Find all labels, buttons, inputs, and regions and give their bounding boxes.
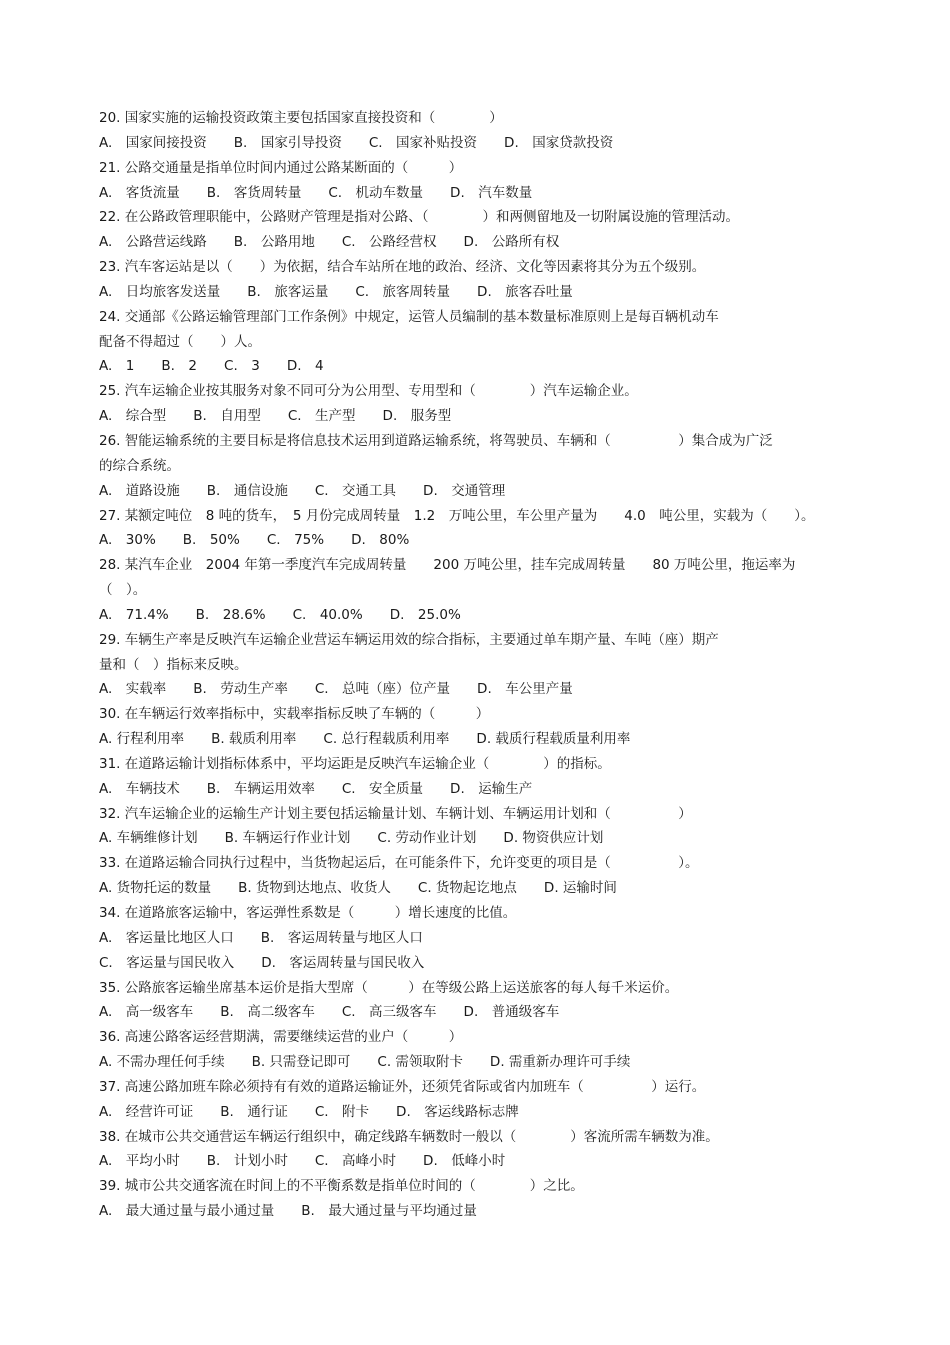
question-text: （ ）。	[99, 582, 147, 599]
answer-options: A. 最大通过量与最小通过量 B. 最大通过量与平均通过量	[99, 1203, 477, 1220]
answer-options: A. 不需办理任何手续 B. 只需登记即可 C. 需领取附卡 D. 需重新办理许可手续	[99, 1054, 631, 1071]
answer-options: A. 综合型 B. 自用型 C. 生产型 D. 服务型	[99, 408, 452, 425]
question-text: 26. 智能运输系统的主要目标是将信息技术运用到道路运输系统，将驾驶员、车辆和（ ）集合成为广泛	[99, 432, 773, 449]
answer-options: A. 经营许可证 B. 通行证 C. 附卡 D. 客运线路标志牌	[99, 1103, 519, 1120]
question-text: 25. 汽车运输企业按其服务对象不同可分为公用型、专用型和（ ）汽车运输企业。	[99, 383, 638, 400]
answer-options: A. 日均旅客发送量 B. 旅客运量 C. 旅客周转量 D. 旅客吞吐量	[99, 283, 573, 300]
answer-options: A. 实载率 B. 劳动生产率 C. 总吨（座）位产量 D. 车公里产量	[99, 681, 573, 698]
question-text: 35. 公路旅客运输坐席基本运价是指大型席（ ）在等级公路上运送旅客的每人每千米运价。	[99, 979, 679, 996]
question-text: 量和（ ）指标来反映。	[99, 656, 248, 673]
answer-options: A. 平均小时 B. 计划小时 C. 高峰小时 D. 低峰小时	[99, 1153, 506, 1170]
question-text: 27. 某额定吨位 8 吨的货车， 5 月份完成周转量 1.2 万吨公里，车公里产量为 4.0 吨公里，实载为（ ）。	[99, 507, 815, 524]
question-text: 22. 在公路政管理职能中，公路财产管理是指对公路、（ ）和两侧留地及一切附属设施的管理活动。	[99, 209, 740, 226]
question-text: 配备不得超过（ ）人。	[99, 333, 261, 350]
question-text: 38. 在城市公共交通营运车辆运行组织中，确定线路车辆数时一般以（ ）客流所需车辆数为准。	[99, 1128, 719, 1145]
question-text: 29. 车辆生产率是反映汽车运输企业营运车辆运用效的综合指标，主要通过单车期产量、车吨（座）期产	[99, 631, 719, 648]
answer-options: A. 国家间接投资 B. 国家引导投资 C. 国家补贴投资 D. 国家贷款投资	[99, 134, 614, 151]
answer-options: A. 公路营运线路 B. 公路用地 C. 公路经营权 D. 公路所有权	[99, 234, 560, 251]
question-text: 24. 交通部《公路运输管理部门工作条例》中规定，运管人员编制的基本数量标准原则上是每百辆机动车	[99, 308, 719, 325]
question-text: 32. 汽车运输企业的运输生产计划主要包括运输量计划、车辆计划、车辆运用计划和（ ）	[99, 805, 692, 822]
answer-options: A. 30% B. 50% C. 75% D. 80%	[99, 532, 410, 549]
answer-options: A. 行程利用率 B. 载质利用率 C. 总行程载质利用率 D. 载质行程载质量利用率	[99, 731, 631, 748]
answer-options: A. 客货流量 B. 客货周转量 C. 机动车数量 D. 汽车数量	[99, 184, 533, 201]
question-text: 33. 在道路运输合同执行过程中，当货物起运后，在可能条件下，允许变更的项目是（ ）。	[99, 855, 699, 872]
answer-options: A. 客运量比地区人口 B. 客运周转量与地区人口	[99, 929, 423, 946]
answer-options: C. 客运量与国民收入 D. 客运周转量与国民收入	[99, 954, 425, 971]
question-text: 23. 汽车客运站是以（ ）为依据，结合车站所在地的政治、经济、文化等因素将其分为五个级别。	[99, 259, 706, 276]
question-text: 34. 在道路旅客运输中，客运弹性系数是（ ）增长速度的比值。	[99, 905, 517, 921]
question-text: 36. 高速公路客运经营期满，需要继续运营的业户（ ）	[99, 1029, 463, 1046]
question-text: 31. 在道路运输计划指标体系中，平均运距是反映汽车运输企业（ ）的指标。	[99, 755, 611, 772]
answer-options: A. 道路设施 B. 通信设施 C. 交通工具 D. 交通管理	[99, 482, 506, 499]
question-text: 28. 某汽车企业 2004 年第一季度汽车完成周转量 200 万吨公里，挂车完成周转量 80 万吨公里，拖运率为	[99, 557, 796, 574]
answer-options: A. 车辆技术 B. 车辆运用效率 C. 安全质量 D. 运输生产	[99, 780, 533, 797]
question-text: 21. 公路交通量是指单位时间内通过公路某断面的（ ）	[99, 159, 463, 176]
answer-options: A. 车辆维修计划 B. 车辆运行作业计划 C. 劳动作业计划 D. 物资供应计划	[99, 830, 604, 847]
question-text: 39. 城市公共交通客流在时间上的不平衡系数是指单位时间的（ ）之比。	[99, 1178, 584, 1195]
question-text: 20. 国家实施的运输投资政策主要包括国家直接投资和（ ）	[99, 110, 503, 126]
question-list	[99, 106, 889, 1224]
question-text: 的综合系统。	[99, 457, 180, 474]
answer-options: A. 货物托运的数量 B. 货物到达地点、收货人 C. 货物起讫地点 D. 运输时间	[99, 880, 617, 897]
answer-options: A. 高一级客车 B. 高二级客车 C. 高三级客车 D. 普通级客车	[99, 1004, 560, 1021]
answer-options: A. 1 B. 2 C. 3 D. 4	[99, 358, 324, 375]
question-text: 37. 高速公路加班车除必须持有有效的道路运输证外，还须凭省际或省内加班车（ ）运行。	[99, 1078, 706, 1095]
answer-options: A. 71.4% B. 28.6% C. 40.0% D. 25.0%	[99, 606, 461, 623]
question-text: 30. 在车辆运行效率指标中，实载率指标反映了车辆的（ ）	[99, 706, 490, 723]
